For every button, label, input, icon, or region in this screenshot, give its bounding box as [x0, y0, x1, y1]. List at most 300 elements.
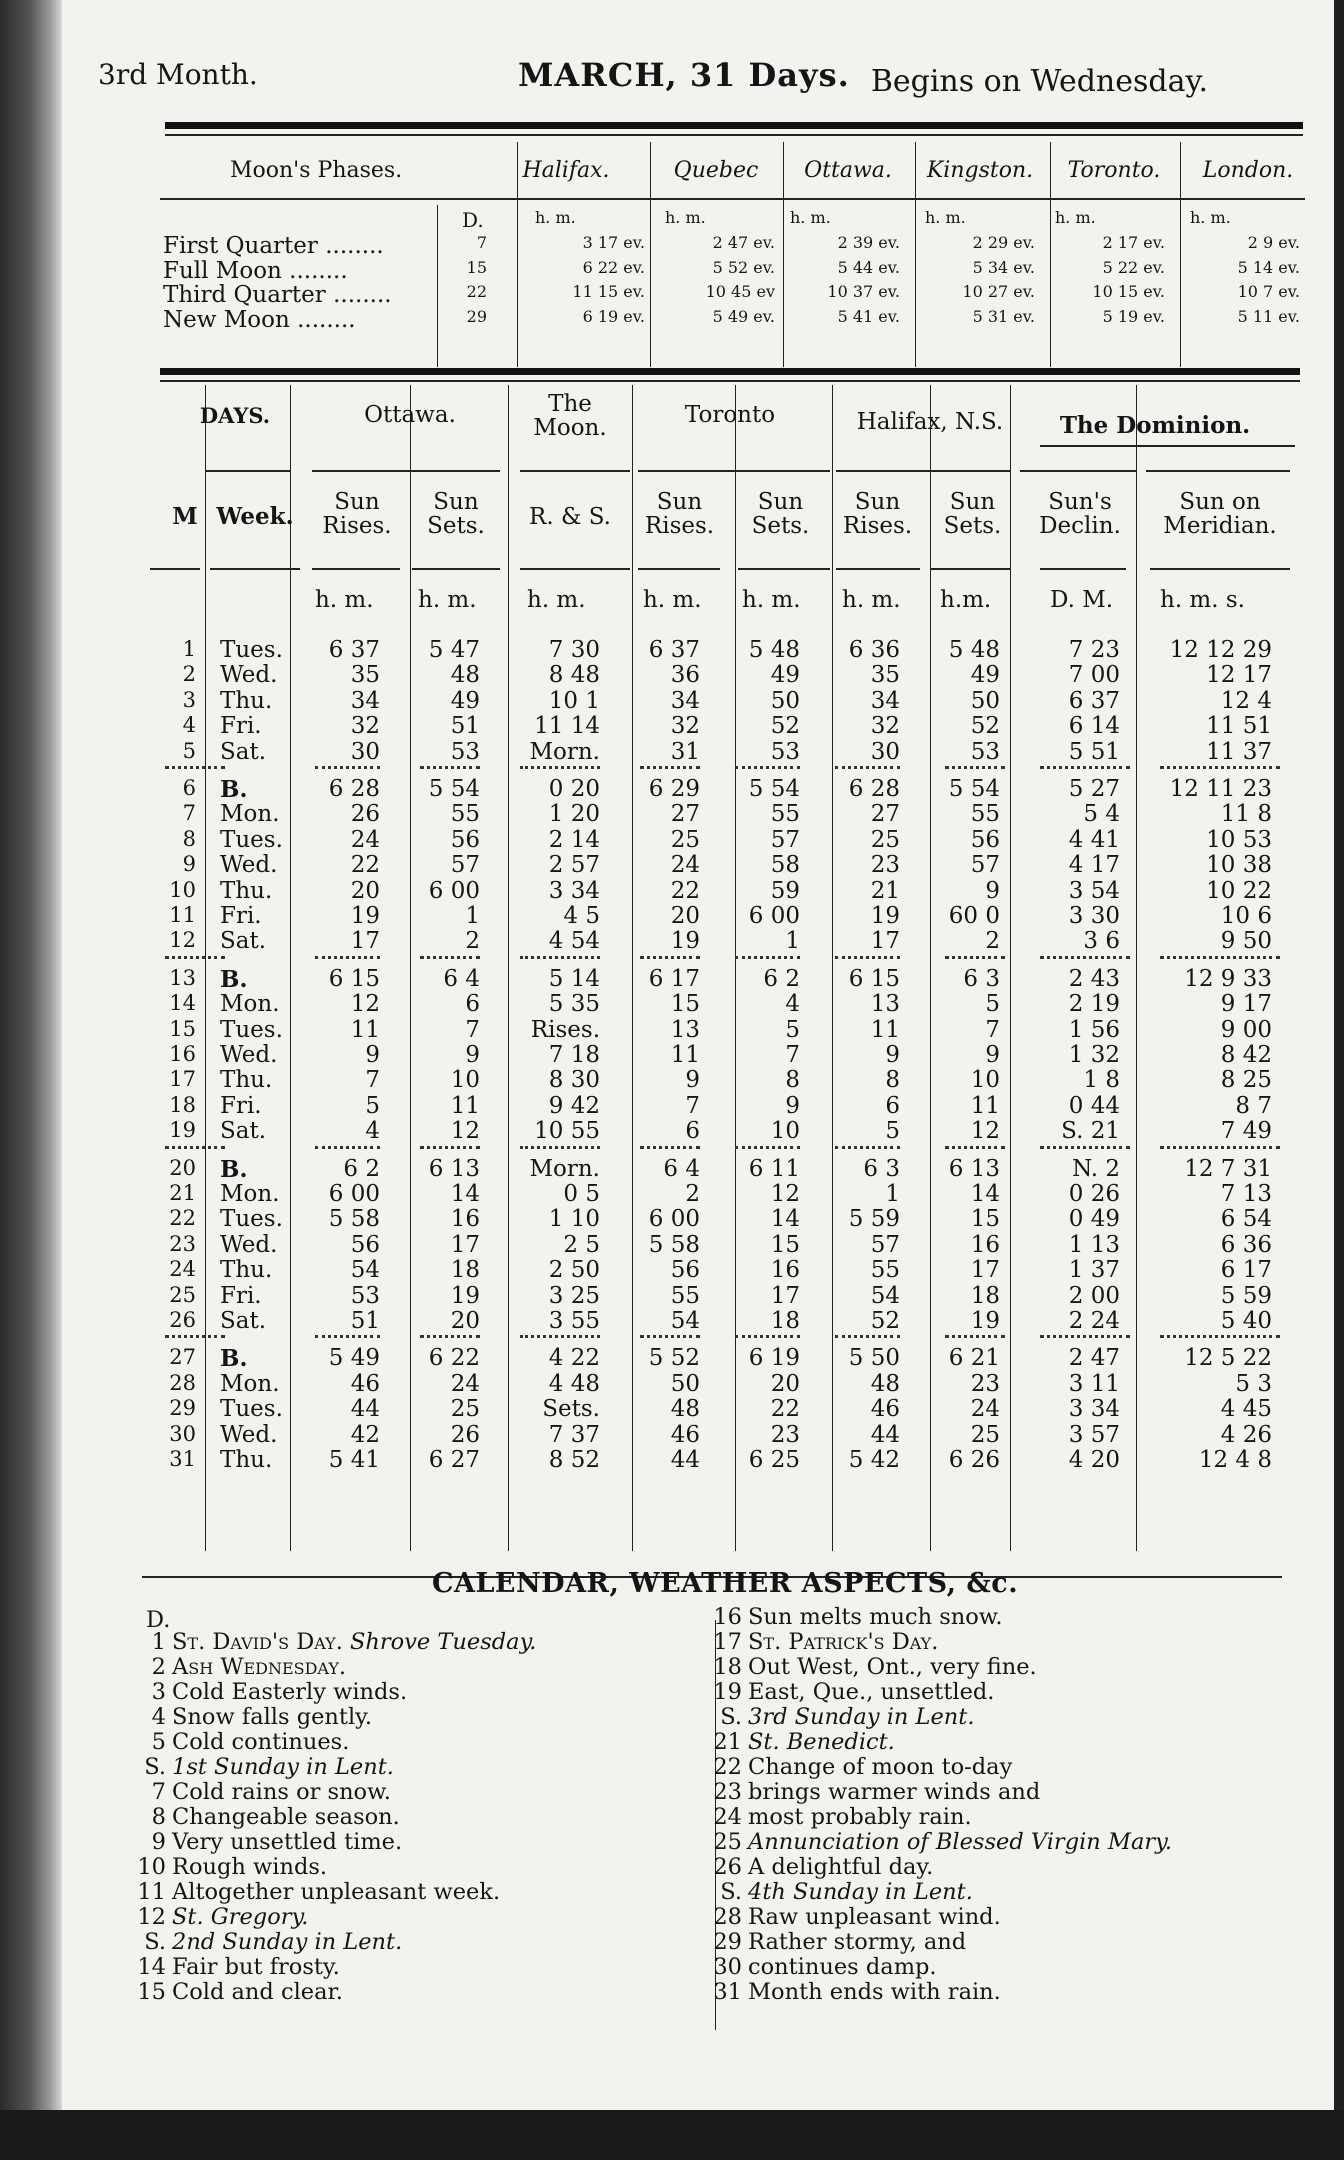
cell-hr: 27	[870, 801, 900, 828]
cell-hs: 7	[985, 1016, 1000, 1043]
calendar-text: Altogether unpleasant week.	[172, 1879, 501, 1905]
week-separator	[520, 956, 600, 959]
cell-mn: 0 20	[548, 776, 600, 802]
cell-ts: 10	[770, 1118, 800, 1145]
cell-dc: 3 57	[1068, 1421, 1120, 1448]
cell-os: 10	[450, 1067, 480, 1094]
cell-d: 14	[169, 991, 196, 1016]
calendar-day: 12	[137, 1904, 166, 1930]
cell-ts: 9	[785, 1092, 800, 1119]
cell-dc: 2 47	[1068, 1345, 1120, 1372]
header-rule	[312, 470, 500, 472]
calendar-text: most probably rain.	[748, 1804, 972, 1830]
calendar-day: 16	[713, 1604, 742, 1630]
cell-mr: 6 36	[1220, 1231, 1272, 1258]
cell-dc: 7 23	[1068, 637, 1120, 663]
cell-os: 51	[450, 713, 480, 740]
cell-mr: 12 4 8	[1198, 1447, 1272, 1473]
cell-mn: 3 55	[548, 1308, 600, 1334]
calendar-day: 28	[713, 1904, 742, 1930]
cell-hs: 25	[970, 1421, 1000, 1448]
cell-d: 20	[169, 1155, 196, 1180]
cell-dc: 1 37	[1068, 1257, 1120, 1284]
cell-mr: 10 22	[1206, 877, 1272, 904]
cell-w: B.	[220, 776, 248, 803]
cell-hs: 14	[970, 1181, 1000, 1207]
phase-day: 22	[466, 282, 487, 301]
calendar-entry	[706, 1980, 1172, 2005]
cell-ts: 8	[785, 1067, 800, 1094]
cell-tr: 20	[670, 903, 700, 929]
cell-or: 35	[350, 662, 380, 689]
cell-or: 6 2	[343, 1155, 380, 1182]
cell-mn: 8 52	[548, 1447, 600, 1473]
calendar-day: 29	[713, 1929, 742, 1955]
phase-time: 10 37 ev.	[827, 282, 900, 301]
cell-or: 6 00	[328, 1181, 380, 1207]
cell-ts: 49	[770, 662, 800, 689]
cell-mn: 8 30	[548, 1067, 600, 1094]
calendar-day: 19	[713, 1679, 742, 1705]
phase-unit-d: D.	[462, 208, 484, 232]
table-row	[0, 1206, 1272, 1233]
cell-mn: 10 1	[548, 687, 600, 714]
cell-ts: 5 54	[748, 776, 800, 802]
cell-ts: 57	[770, 826, 800, 853]
phase-unit-hm: h. m.	[790, 208, 831, 227]
week-separator	[835, 1335, 900, 1338]
cell-mn: 1 10	[548, 1206, 600, 1233]
calendar-day: 31	[713, 1979, 742, 2005]
calendar-entry	[130, 1705, 536, 1730]
calendar-entry	[706, 1880, 1172, 1905]
cell-d: 30	[169, 1421, 196, 1446]
cell-dc: 3 30	[1068, 903, 1120, 929]
table-row	[0, 1447, 1272, 1473]
phase-col-divider	[1050, 142, 1051, 367]
calendar-entry	[130, 1955, 536, 1980]
calendar-day: 8	[151, 1804, 166, 1830]
table-row	[0, 637, 1272, 663]
cell-os: 57	[450, 852, 480, 879]
cell-w: Mon.	[220, 991, 280, 1018]
cell-dc: 5 4	[1083, 801, 1120, 828]
cell-w: Fri.	[220, 903, 262, 929]
cell-or: 5 41	[328, 1447, 380, 1473]
cell-w: B.	[220, 1155, 248, 1183]
cell-or: 56	[350, 1231, 380, 1258]
cell-mr: 9 17	[1220, 991, 1272, 1018]
cell-mr: 6 54	[1220, 1206, 1272, 1233]
phase-col-divider	[1180, 142, 1181, 367]
cell-tr: 6 17	[648, 965, 700, 992]
phase-time: 2 9 ev.	[1247, 233, 1300, 252]
phase-time: 10 7 ev.	[1237, 282, 1300, 301]
col-head-rule	[150, 568, 200, 570]
cell-mr: 12 7 31	[1184, 1155, 1272, 1182]
cell-mn: 4 48	[548, 1370, 600, 1397]
cell-tr: 54	[670, 1308, 700, 1334]
calendar-text: continues damp.	[748, 1954, 937, 1980]
cell-hr: 46	[870, 1396, 900, 1423]
week-separator	[165, 1335, 225, 1338]
cell-ts: 6 11	[748, 1155, 800, 1182]
phase-day: 7	[476, 233, 487, 252]
unit-label: h.m.	[940, 587, 992, 613]
cell-d: 26	[169, 1308, 196, 1332]
phase-time: 5 49 ev.	[712, 306, 775, 326]
cell-os: 14	[450, 1181, 480, 1207]
cell-os: 5 47	[428, 637, 480, 663]
cell-or: 20	[350, 877, 380, 904]
cell-tr: 36	[670, 662, 700, 689]
cell-d: 3	[182, 687, 196, 712]
cell-ts: 17	[770, 1282, 800, 1309]
cell-hs: 53	[970, 738, 1000, 765]
calendar-text: Month ends with rain.	[748, 1979, 1001, 2005]
cell-os: 7	[465, 1016, 480, 1043]
cell-mr: 12 4	[1220, 687, 1272, 714]
cell-tr: 46	[670, 1421, 700, 1448]
cell-d: 16	[169, 1042, 196, 1066]
cell-tr: 7	[685, 1092, 700, 1119]
col-declin: Sun's Declin.	[1039, 489, 1121, 540]
week-separator	[420, 1335, 480, 1338]
cell-mr: 11 51	[1206, 713, 1272, 740]
cell-or: 53	[350, 1282, 380, 1309]
calendar-entry	[706, 1855, 1172, 1880]
week-separator	[945, 1335, 1005, 1338]
calendar-text: St. Benedict.	[748, 1729, 895, 1755]
calendar-entry	[130, 1980, 536, 2005]
cell-dc: 2 00	[1068, 1282, 1120, 1309]
cell-hr: 23	[870, 852, 900, 879]
rule-mid-thin	[160, 380, 1300, 382]
cell-ts: 5 48	[748, 637, 800, 663]
cell-dc: 4 41	[1068, 826, 1120, 853]
phase-time: 10 45 ev	[705, 282, 775, 301]
cell-d: 31	[169, 1447, 196, 1471]
cell-d: 4	[182, 713, 196, 738]
calendar-title: CALENDAR, WEATHER ASPECTS, &c.	[432, 1568, 1019, 1599]
cell-mn: Rises.	[530, 1016, 600, 1043]
cell-hs: 18	[970, 1282, 1000, 1309]
calendar-text: Shrove Tuesday.	[342, 1629, 537, 1655]
group-halifax: Halifax, N.S.	[856, 409, 1004, 435]
cell-ts: 1	[785, 928, 800, 955]
cell-ts: 4	[785, 991, 800, 1018]
cell-d: 5	[182, 738, 196, 763]
phase-heading: Moon's Phases.	[230, 158, 403, 183]
cell-hr: 11	[870, 1016, 900, 1043]
week-separator	[640, 1146, 700, 1149]
cell-hr: 21	[870, 877, 900, 904]
cell-dc: 2 19	[1068, 991, 1120, 1018]
cell-hr: 30	[870, 738, 900, 765]
cell-dc: 1 56	[1068, 1016, 1120, 1043]
group-ottawa: Ottawa.	[364, 402, 456, 428]
phase-col-divider	[783, 142, 784, 367]
cell-or: 5 58	[328, 1206, 380, 1233]
header-rule	[205, 470, 290, 472]
cell-d: 10	[169, 877, 196, 902]
cell-w: Thu.	[220, 1447, 273, 1473]
cell-mr: 12 12 29	[1169, 637, 1272, 663]
cell-ts: 52	[770, 713, 800, 740]
group-moon: The Moon.	[533, 391, 607, 442]
cell-mn: 2 57	[548, 852, 600, 879]
cell-dc: 5 51	[1068, 738, 1120, 765]
table-row	[0, 1181, 1272, 1207]
week-separator	[520, 766, 600, 769]
unit-label: h. m.	[643, 587, 702, 613]
calendar-entry	[130, 1780, 536, 1805]
cell-hs: 16	[970, 1231, 1000, 1258]
phase-time: 10 15 ev.	[1092, 282, 1165, 301]
cell-or: 30	[350, 738, 380, 765]
week-separator	[420, 1146, 480, 1149]
week-separator	[735, 1146, 800, 1149]
phase-city-1: Quebec	[673, 158, 759, 183]
table-row	[0, 991, 1272, 1018]
cell-os: 1	[465, 903, 480, 929]
table-row	[0, 877, 1272, 904]
cell-ts: 59	[770, 877, 800, 904]
rule-top	[165, 122, 1303, 129]
cell-mr: 5 59	[1220, 1282, 1272, 1309]
cell-dc: 7 00	[1068, 662, 1120, 689]
cell-mr: 9 50	[1220, 928, 1272, 955]
cell-w: Wed.	[220, 1231, 278, 1258]
table-row	[0, 738, 1272, 765]
week-separator	[165, 766, 225, 769]
cell-tr: 24	[670, 852, 700, 879]
phase-time: 5 34 ev.	[972, 257, 1035, 277]
calendar-entry	[130, 1680, 536, 1705]
cell-os: 17	[450, 1231, 480, 1258]
cell-dc: 3 11	[1068, 1370, 1120, 1397]
calendar-entry	[706, 1680, 1172, 1705]
page-header	[98, 50, 1208, 110]
phase-col-divider	[915, 142, 916, 367]
cell-or: 5 49	[328, 1345, 380, 1372]
phase-city-5: London.	[1202, 158, 1294, 183]
phase-day: 15	[466, 257, 487, 277]
cell-hr: 1	[885, 1181, 900, 1207]
cell-hs: 6 3	[963, 965, 1000, 992]
phase-unit-hm: h. m.	[1055, 208, 1096, 227]
phase-time: 6 19 ev.	[582, 306, 645, 326]
cell-or: 7	[365, 1067, 380, 1094]
calendar-day: S.	[720, 1704, 742, 1730]
table-row	[0, 1067, 1272, 1094]
phase-name: Third Quarter ........	[163, 282, 392, 308]
cell-hs: 9	[985, 877, 1000, 904]
calendar-entry	[706, 1630, 1172, 1655]
calendar-day: 9	[151, 1829, 166, 1855]
cell-hr: 54	[870, 1282, 900, 1309]
cell-or: 34	[350, 687, 380, 714]
calendar-day: 25	[713, 1829, 742, 1855]
cell-or: 17	[350, 928, 380, 955]
cell-dc: 1 32	[1068, 1042, 1120, 1068]
calendar-day: S.	[144, 1754, 166, 1780]
table-row	[0, 713, 1272, 740]
cell-dc: 6 14	[1068, 713, 1120, 740]
col-moon-rs: R. & S.	[529, 504, 611, 530]
calendar-day: 24	[713, 1804, 742, 1830]
calendar-day: 11	[137, 1879, 166, 1905]
col-head-rule	[738, 568, 830, 570]
cell-tr: 32	[670, 713, 700, 740]
phase-time: 11 15 ev.	[572, 282, 645, 301]
cell-hs: 17	[970, 1257, 1000, 1284]
cell-os: 56	[450, 826, 480, 853]
week-separator	[1160, 1146, 1280, 1149]
cell-hs: 49	[970, 662, 1000, 689]
cell-mr: 8 25	[1220, 1067, 1272, 1094]
cell-dc: 4 17	[1068, 852, 1120, 879]
cell-os: 25	[450, 1396, 480, 1423]
cell-w: B.	[220, 965, 248, 993]
cell-mn: 3 25	[548, 1282, 600, 1309]
cell-tr: 6 00	[648, 1206, 700, 1233]
cell-mr: 12 11 23	[1169, 776, 1272, 802]
cell-mr: 10 53	[1206, 826, 1272, 853]
table-row	[0, 928, 1272, 955]
unit-label: h. m.	[315, 587, 374, 613]
header-rule	[1020, 470, 1136, 472]
cell-ts: 6 19	[748, 1345, 800, 1372]
calendar-day: 5	[151, 1729, 166, 1755]
week-separator	[1160, 1335, 1280, 1338]
calendar-day: 23	[713, 1779, 742, 1805]
calendar-day: 4	[151, 1704, 166, 1730]
phase-time: 5 41 ev.	[837, 306, 900, 326]
cell-mr: 6 17	[1220, 1257, 1272, 1284]
cell-w: Sat.	[220, 1118, 267, 1145]
cell-os: 26	[450, 1421, 480, 1448]
phase-city-2: Ottawa.	[804, 158, 892, 183]
calendar-text: brings warmer winds and	[748, 1779, 1041, 1805]
col-halifax-rises: Sun Rises.	[842, 489, 913, 540]
cell-ts: 18	[770, 1308, 800, 1334]
cell-mn: Sets.	[542, 1396, 600, 1423]
calendar-text: Rather stormy, and	[748, 1929, 967, 1955]
header-rule	[638, 470, 830, 472]
col-head-rule	[210, 568, 300, 570]
calendar-entry	[706, 1930, 1172, 1955]
phase-city-0: Halifax.	[522, 158, 610, 183]
cell-hs: 57	[970, 852, 1000, 879]
cell-w: Wed.	[220, 662, 278, 689]
cell-hs: 23	[970, 1370, 1000, 1397]
calendar-text: Changeable season.	[172, 1804, 400, 1830]
cell-hr: 25	[870, 826, 900, 853]
calendar-text: Cold and clear.	[172, 1979, 343, 2005]
cell-hs: 10	[970, 1067, 1000, 1094]
cell-hs: 5	[985, 991, 1000, 1018]
col-head-rule	[312, 568, 400, 570]
group-days: DAYS.	[199, 403, 271, 428]
cell-w: Tues.	[220, 1016, 283, 1043]
cell-dc: 5 27	[1068, 776, 1120, 802]
cell-os: 19	[450, 1282, 480, 1309]
calendar-entry	[706, 1905, 1172, 1930]
cell-or: 6 15	[328, 965, 380, 992]
phase-time: 5 44 ev.	[837, 257, 900, 277]
table-row	[0, 1308, 1272, 1334]
cell-hs: 24	[970, 1396, 1000, 1423]
cell-hr: 17	[870, 928, 900, 955]
cell-or: 32	[350, 713, 380, 740]
calendar-day: 22	[713, 1754, 742, 1780]
cell-ts: 5	[785, 1016, 800, 1043]
cell-tr: 6	[685, 1118, 700, 1145]
cell-hr: 6 15	[848, 965, 900, 992]
cell-hr: 6 28	[848, 776, 900, 802]
week-separator	[640, 766, 700, 769]
cell-hr: 5	[885, 1118, 900, 1145]
cell-hs: 15	[970, 1206, 1000, 1233]
page-title: MARCH, 31 Days.	[518, 56, 850, 94]
begins-label: Begins on Wednesday.	[870, 64, 1208, 99]
cell-hs: 12	[970, 1118, 1000, 1145]
cell-hs: 55	[970, 801, 1000, 828]
dominion-rule	[1040, 445, 1295, 447]
table-row	[0, 903, 1272, 929]
cell-mr: 8 7	[1235, 1092, 1272, 1119]
cell-hs: 11	[970, 1092, 1000, 1119]
cell-mn: 3 34	[548, 877, 600, 904]
cell-ts: 53	[770, 738, 800, 765]
col-ottawa-sets: Sun Sets.	[427, 489, 485, 540]
cell-hr: 5 42	[848, 1447, 900, 1473]
phase-unit-hm: h. m.	[925, 208, 966, 227]
cell-dc: 1 8	[1083, 1067, 1120, 1094]
cell-w: Tues.	[220, 826, 283, 853]
phase-unit-hm: h. m.	[1190, 208, 1231, 227]
calendar-text: Cold continues.	[172, 1729, 350, 1755]
phase-head-rule	[160, 198, 1305, 200]
cell-ts: 20	[770, 1370, 800, 1397]
col-head-rule	[412, 568, 500, 570]
calendar-day: 15	[137, 1979, 166, 2005]
cell-or: 5	[365, 1092, 380, 1119]
week-separator	[735, 956, 800, 959]
week-separator	[835, 1146, 900, 1149]
week-separator	[520, 1146, 600, 1149]
cell-d: 25	[169, 1282, 196, 1307]
calendar-day: 30	[713, 1954, 742, 1980]
week-separator	[1040, 1146, 1130, 1149]
cell-mn: 4 5	[563, 903, 600, 929]
cell-tr: 31	[670, 738, 700, 765]
phase-name: Full Moon ........	[163, 257, 348, 284]
cell-d: 29	[169, 1396, 196, 1421]
cell-ts: 16	[770, 1257, 800, 1284]
cell-w: Fri.	[220, 713, 262, 740]
week-separator	[945, 956, 1005, 959]
cell-mr: 8 42	[1220, 1042, 1272, 1068]
cell-or: 54	[350, 1257, 380, 1284]
cell-w: Tues.	[220, 1396, 283, 1423]
col-head-rule	[1150, 568, 1290, 570]
calendar-text: 4th Sunday in Lent.	[748, 1879, 973, 1905]
table-row	[0, 1092, 1272, 1119]
calendar-text: Change of moon to-day	[748, 1754, 1013, 1780]
cell-ts: 23	[770, 1421, 800, 1448]
